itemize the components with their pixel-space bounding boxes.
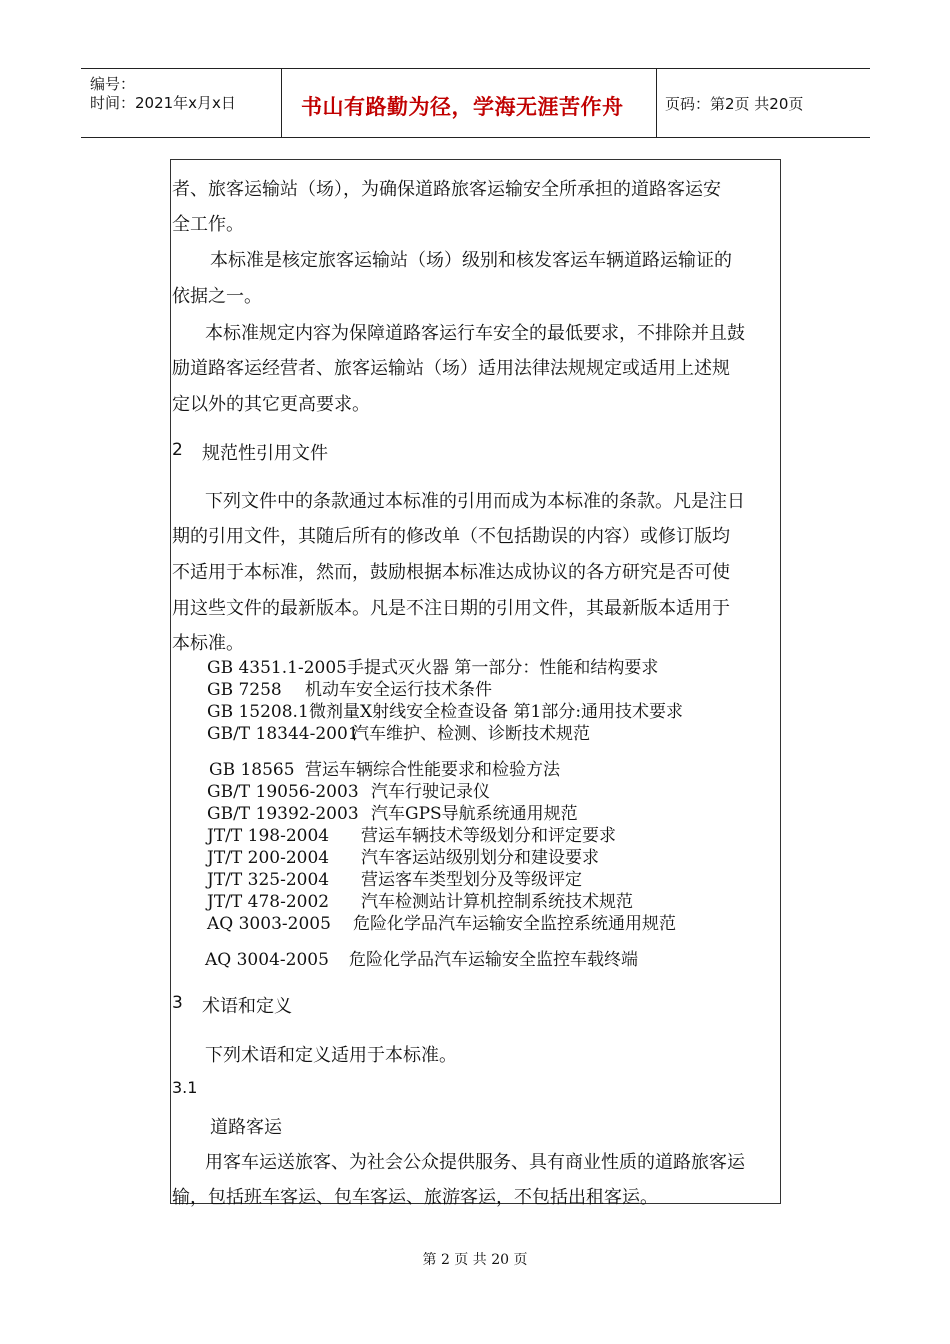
paragraph-line: 本标准是核定旅客运输站（场）级别和核发客运车辆道路运输证的 <box>210 250 732 271</box>
reference-code: AQ 3003-2005 <box>207 914 331 934</box>
header-motto: 书山有路勤为径，学海无涯苦作舟 <box>301 95 624 119</box>
paragraph-line: 者、旅客运输站（场），为确保道路旅客运输安全所承担的道路客运安 <box>172 179 721 200</box>
reference-code: GB 18565 <box>209 760 295 780</box>
page-header <box>81 68 870 138</box>
section-heading: 术语和定义 <box>202 996 292 1017</box>
reference-title: 汽车行驶记录仪 <box>371 782 490 802</box>
page-footer: 第 2 页 共 20 页 <box>422 1252 528 1268</box>
reference-title: 营运客车类型划分及等级评定 <box>361 870 582 890</box>
reference-title: 机动车安全运行技术条件 <box>305 680 492 700</box>
reference-code: GB 7258 <box>207 680 282 700</box>
reference-item <box>207 719 590 744</box>
reference-title: 危险化学品汽车运输安全监控车载终端 <box>349 950 638 970</box>
paragraph-line: 全工作。 <box>172 214 244 235</box>
paragraph-line: 本标准。 <box>172 633 244 654</box>
reference-code: GB 4351.1-2005 <box>207 658 347 678</box>
reference-title: 汽车客运站级别划分和建设要求 <box>361 848 599 868</box>
paragraph-line: 用客车运送旅客、为社会公众提供服务、具有商业性质的道路旅客运 <box>205 1152 745 1173</box>
paragraph-line: 输，包括班车客运、包车客运、旅游客运，不包括出租客运。 <box>172 1187 658 1208</box>
reference-title: 危险化学品汽车运输安全监控系统通用规范 <box>353 914 676 934</box>
header-divider <box>281 69 282 137</box>
section-number: 2 <box>172 440 183 460</box>
reference-code: GB 15208.1 <box>207 702 309 722</box>
reference-item <box>205 945 638 970</box>
reference-title: 汽车检测站计算机控制系统技术规范 <box>361 892 633 912</box>
paragraph-line: 下列文件中的条款通过本标准的引用而成为本标准的条款。凡是注日 <box>205 491 745 512</box>
reference-code: GB/T 19056-2003 <box>207 782 359 802</box>
reference-title: 营运车辆技术等级划分和评定要求 <box>361 826 616 846</box>
term-heading: 道路客运 <box>210 1117 282 1138</box>
reference-title: 微剂量X射线安全检查设备 第1部分:通用技术要求 <box>309 702 684 722</box>
header-divider <box>656 69 657 137</box>
paragraph-line: 期的引用文件，其随后所有的修改单（不包括勘误的内容）或修订版均 <box>172 526 730 547</box>
reference-code: JT/T 478-2002 <box>207 892 330 912</box>
reference-code: GB/T 19392-2003 <box>207 804 359 824</box>
paragraph-line: 下列术语和定义适用于本标准。 <box>205 1045 457 1066</box>
section-heading: 规范性引用文件 <box>202 443 328 464</box>
reference-title: 汽车维护、检测、诊断技术规范 <box>352 724 590 744</box>
header-page-info: 页码：第2页 共20页 <box>665 95 804 113</box>
document-date: 时间：2021年x月x日 <box>90 94 236 112</box>
paragraph-line: 用这些文件的最新版本。凡是不注日期的引用文件，其最新版本适用于 <box>172 598 730 619</box>
reference-code: JT/T 200-2004 <box>207 848 330 868</box>
paragraph-line: 不适用于本标准，然而，鼓励根据本标准达成协议的各方研究是否可使 <box>172 562 730 583</box>
reference-title: 汽车GPS导航系统通用规范 <box>371 804 578 824</box>
reference-code: JT/T 198-2004 <box>207 826 330 846</box>
reference-title: 手提式灭火器 第一部分：性能和结构要求 <box>347 658 659 678</box>
reference-title: 营运车辆综合性能要求和检验方法 <box>305 760 560 780</box>
paragraph-line: 定以外的其它更高要求。 <box>172 394 370 415</box>
reference-code: GB/T 18344-2001 <box>207 724 359 744</box>
reference-code: AQ 3004-2005 <box>205 950 329 970</box>
reference-item <box>207 909 676 934</box>
subsection-number: 3.1 <box>172 1078 198 1097</box>
paragraph-line: 依据之一。 <box>172 286 262 307</box>
document-number-label: 编号： <box>90 75 136 93</box>
paragraph-line: 本标准规定内容为保障道路客运行车安全的最低要求，不排除并且鼓 <box>205 323 745 344</box>
reference-code: JT/T 325-2004 <box>207 870 330 890</box>
paragraph-line: 励道路客运经营者、旅客运输站（场）适用法律法规规定或适用上述规 <box>172 358 730 379</box>
section-number: 3 <box>172 993 183 1013</box>
